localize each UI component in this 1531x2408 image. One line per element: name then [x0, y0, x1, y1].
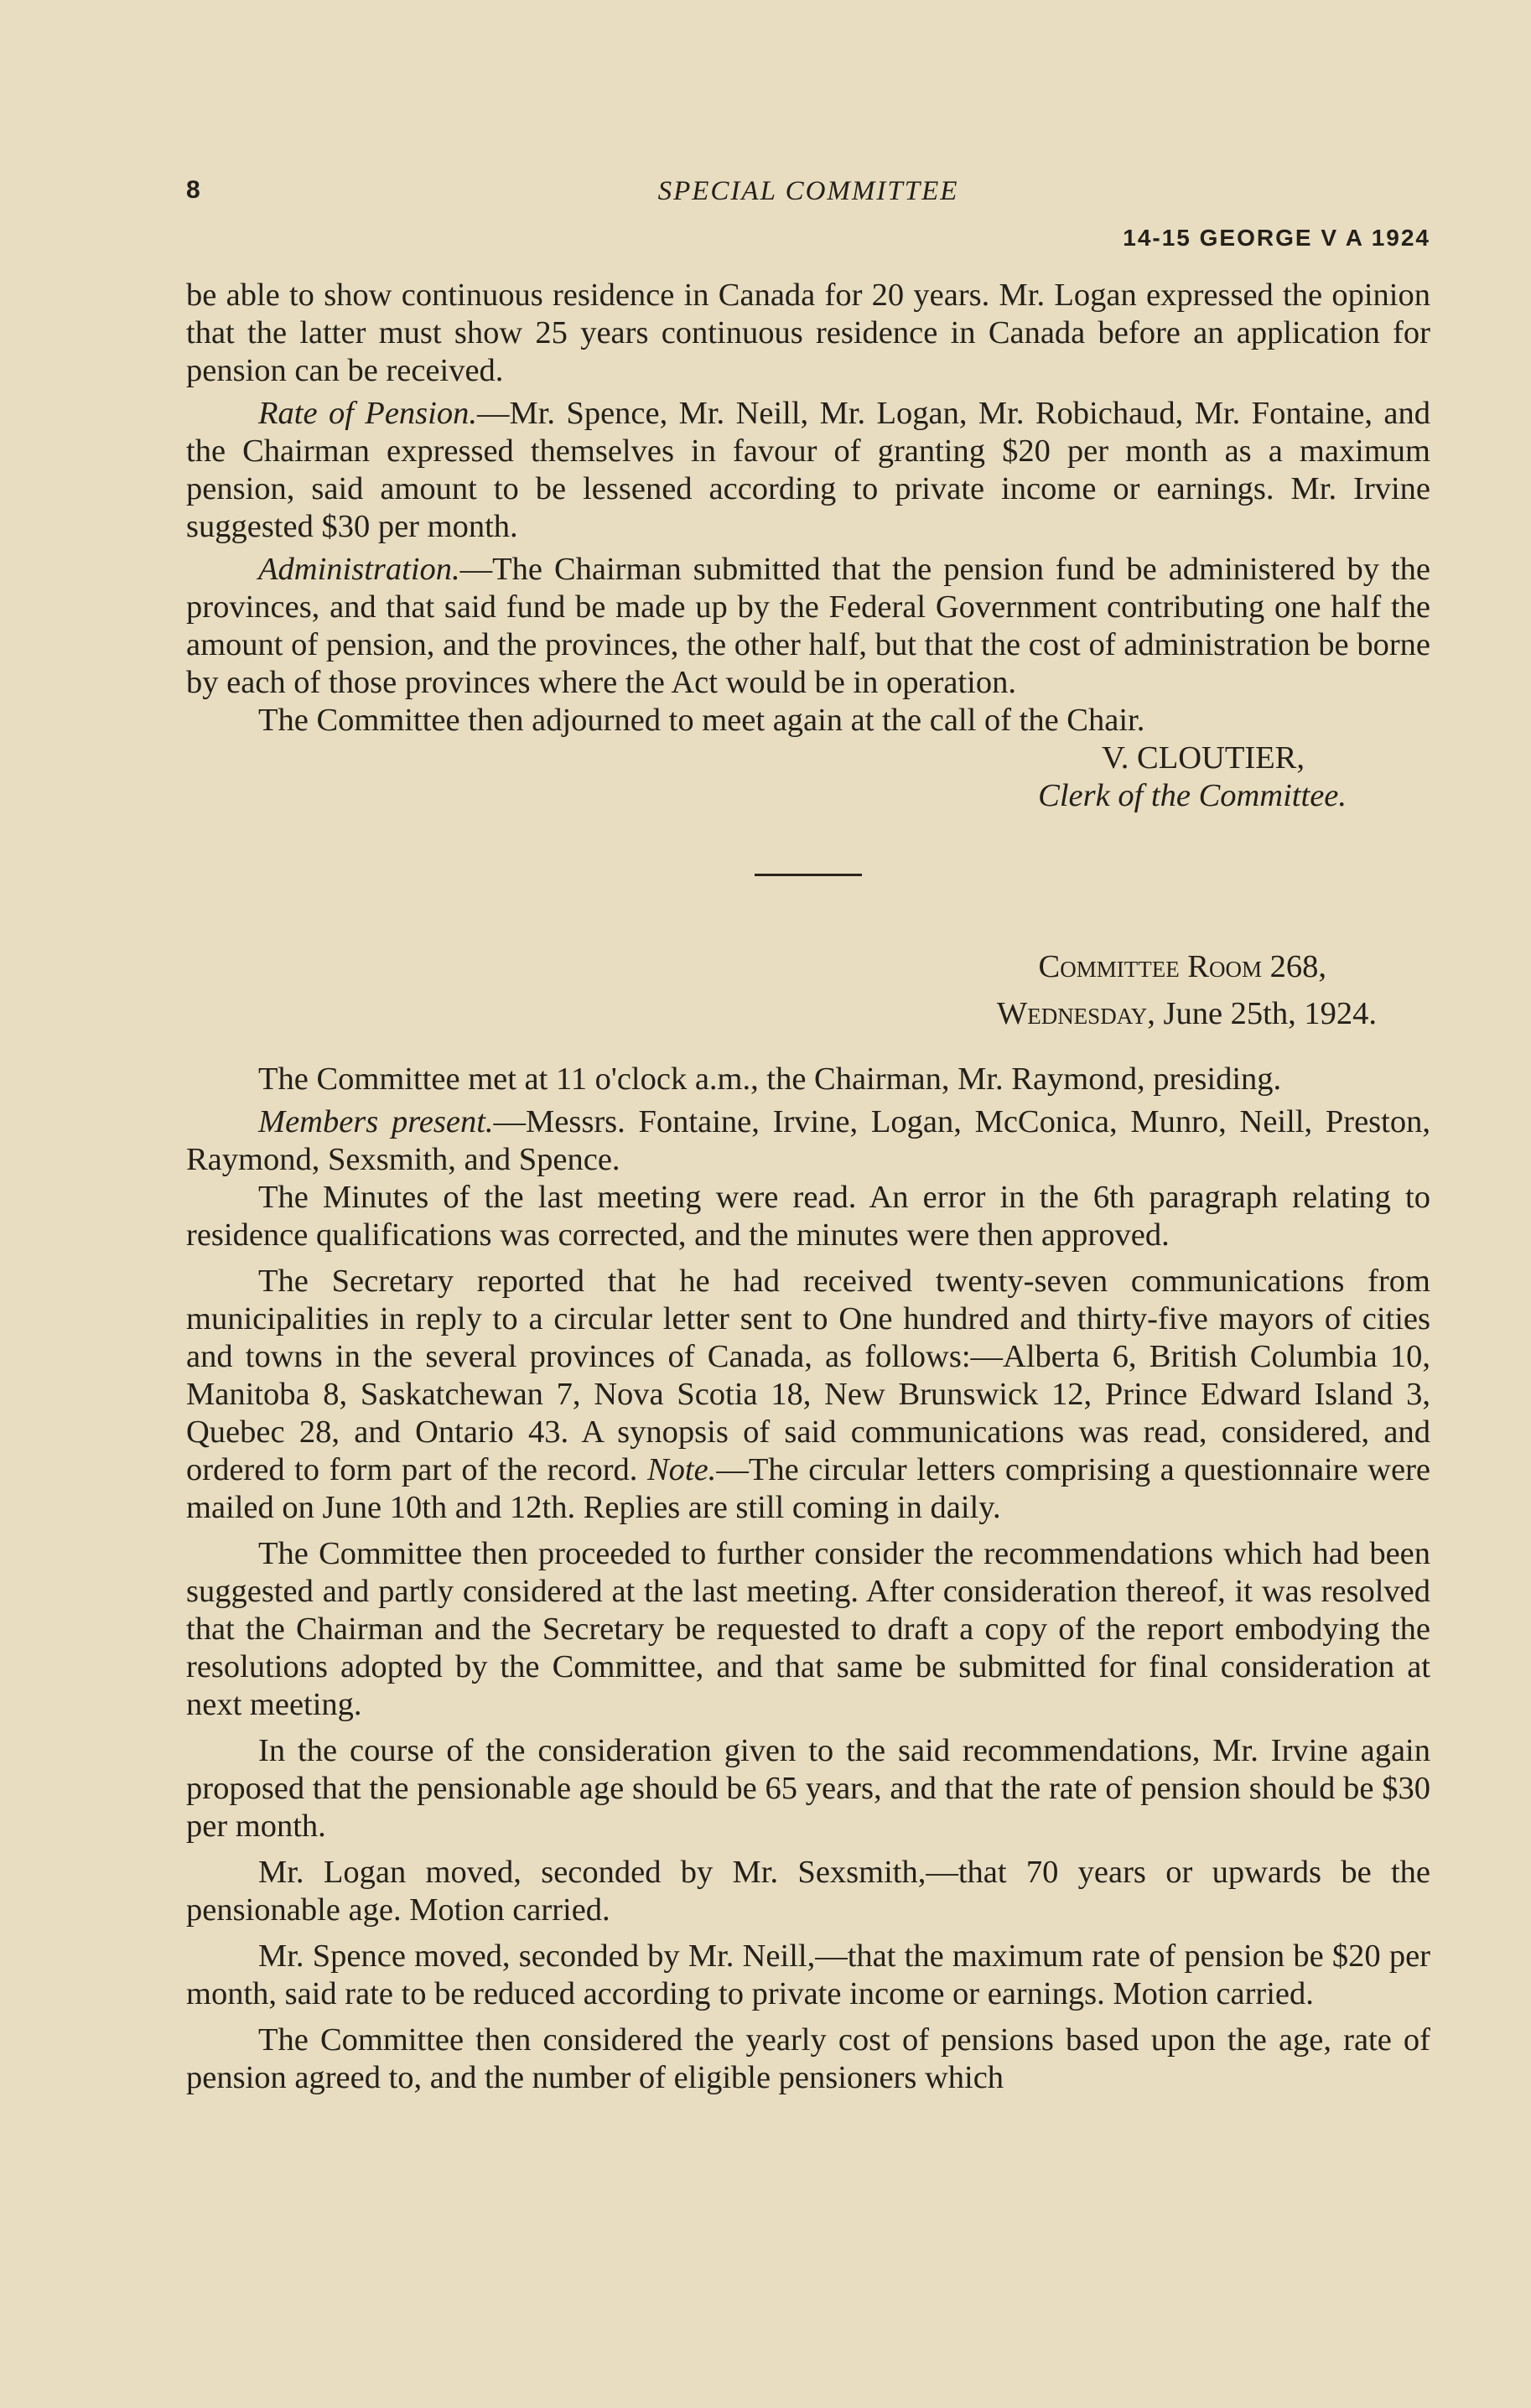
- paragraph-opening: The Committee met at 11 o'clock a.m., the Chairman, Mr. Raymond, presiding.: [258, 1061, 1282, 1097]
- rate-heading: Rate of Pension.: [258, 396, 477, 431]
- administration-text: —The Chairman submitted that the pension fund be administered by the provinces, and that said fund be made up by the Federal Government contributing one half the amount of pension, and the provinces, the other half, but that the cost of administration be borne by each of those provinces where the Act would be in operation.: [186, 552, 1430, 700]
- paragraph-adjourn: The Committee then adjourned to meet again at the call of the Chair.: [258, 703, 1145, 738]
- document-body: [186, 277, 1430, 2097]
- paragraph-administration: [186, 551, 1430, 702]
- meeting-date: [186, 990, 1430, 1037]
- signature-name: V. CLOUTIER,: [1101, 740, 1305, 776]
- rate-text: —Mr. Spence, Mr. Neill, Mr. Logan, Mr. Robichaud, Mr. Fontaine, and the Chairman expressed themselves in favour of granting $20 per month as a maximum pension, said amount to be lessened according to private income or earnings. Mr. Irvine suggested $30 per month.: [186, 396, 1430, 544]
- paragraph-residence: be able to show continuous residence in Canada for 20 years. Mr. Logan expressed the opinion that the latter must show 25 years continuous residence in Canada before an application for pension can be received.: [186, 278, 1430, 388]
- meeting-date-text: June 25th, 1924.: [1163, 996, 1377, 1031]
- paragraph-rate-of-pension: [186, 395, 1430, 546]
- meeting-day: Wednesday,: [996, 996, 1155, 1031]
- paragraph-members: [186, 1103, 1430, 1179]
- paragraph-recommendations: The Committee then proceeded to further consider the recommendations which had been suggested and partly considered at the last meeting. After consideration thereof, it was resolved that the Chairman and the Secretary be requested to draft a copy of the report embodying the resolutions adopted by the Committee, and that same be submitted for final consideration at next meeting.: [186, 1536, 1430, 1722]
- members-heading: Members present.: [258, 1104, 494, 1139]
- secretary-text: The Secretary reported that he had received twenty-seven communications from municipalities in reply to a circular letter sent to One hundred and thirty-five mayors of cities and towns in the several provinces of Canada, as follows:—Alberta 6, British Columbia 10, Manitoba 8, Saskatchewan 7, Nova Scotia 18, New Brunswick 12, Prince Edward Island 3, Quebec 28, and Ontario 43. A synopsis of said communications was read, considered, and ordered to form part of the record.: [186, 1264, 1430, 1487]
- paragraph-irvine: In the course of the consideration given to the said recommendations, Mr. Irvine again proposed that the pensionable age should be 65 years, and that the rate of pension should be $30 per month.: [186, 1733, 1430, 1844]
- note-heading: Note.: [646, 1452, 717, 1487]
- signature-title: Clerk of the Committee.: [1038, 778, 1347, 813]
- section-divider: [755, 874, 862, 876]
- administration-heading: Administration.: [258, 552, 460, 587]
- meeting-room: Committee Room 268,: [1038, 949, 1326, 984]
- page-header: [186, 176, 1430, 218]
- page-number: 8: [186, 176, 200, 204]
- paragraph-logan-motion: Mr. Logan moved, seconded by Mr. Sexsmith,—that 70 years or upwards be the pensionable age. Motion carried.: [186, 1855, 1430, 1928]
- note-text: —The circular letters comprising a questionnaire were mailed on June 10th and 12th. Replies are still coming in daily.: [186, 1452, 1430, 1525]
- paragraph-minutes: The Minutes of the last meeting were read. An error in the 6th paragraph relating to residence qualifications was corrected, and the minutes were then approved.: [186, 1180, 1430, 1253]
- members-text: —Messrs. Fontaine, Irvine, Logan, McConica, Munro, Neill, Preston, Raymond, Sexsmith, and Spence.: [186, 1104, 1430, 1177]
- session-label: 14-15 GEORGE V A 1924: [1123, 225, 1430, 251]
- paragraph-yearly-cost: The Committee then considered the yearly cost of pensions based upon the age, rate of pension agreed to, and the number of eligible pensioners which: [186, 2022, 1430, 2095]
- paragraph-secretary: [186, 1263, 1430, 1527]
- running-title: SPECIAL COMMITTEE: [657, 176, 959, 206]
- paragraph-spence-motion: Mr. Spence moved, seconded by Mr. Neill,—that the maximum rate of pension be $20 per month, said rate to be reduced according to private income or earnings. Motion carried.: [186, 1938, 1430, 2011]
